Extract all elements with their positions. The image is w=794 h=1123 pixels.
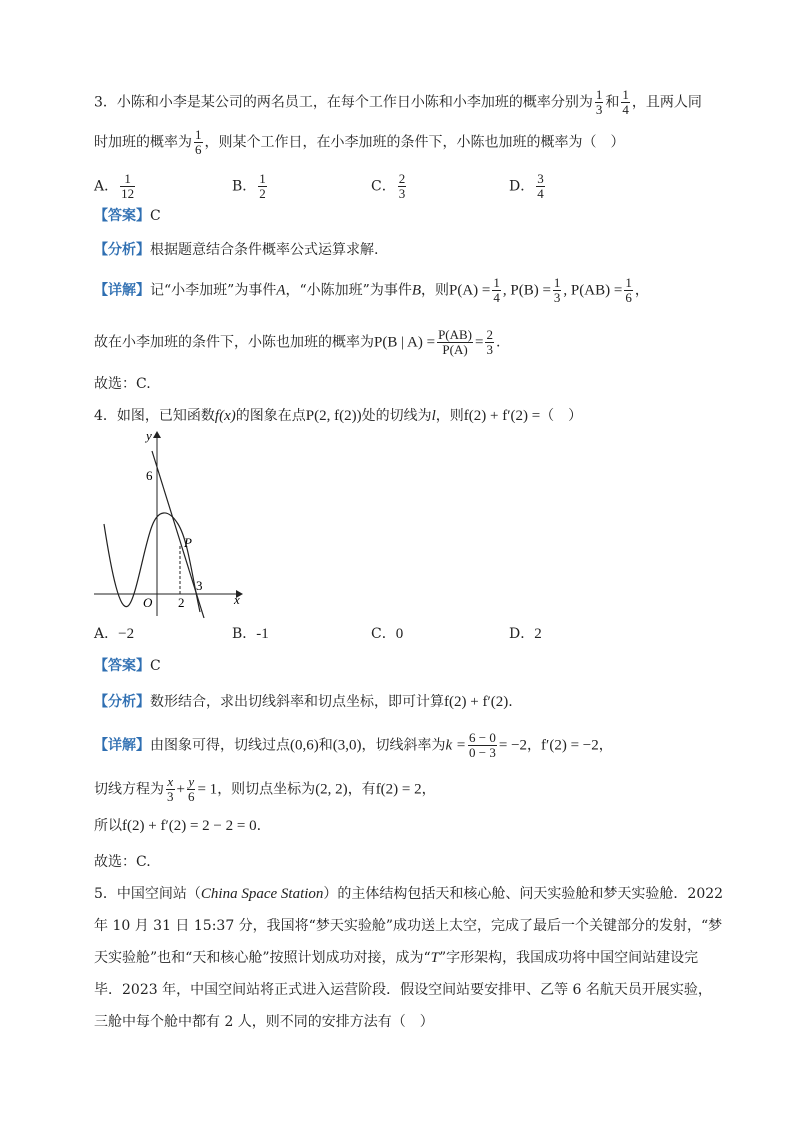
q3-detail-line1: 【详解】记“小李加班”为事件A，“小陈加班”为事件B，则P(A) = $\frac{1}{4}$ , P(B) = $\frac{1}{3}$ , P(AB) = $\frac{1}{6}$ ， bbox=[94, 275, 649, 305]
analysis-tag: 【分析】 bbox=[94, 694, 150, 710]
answer-tag: 【答案】 bbox=[94, 208, 150, 224]
q3-text: 时加班的概率为 bbox=[94, 134, 192, 151]
q4-detail-line2: 切线方程为 $\frac{x}{3}$ + $\frac{y}{6}$ = 1，则切点坐标为(2, 2)，有f(2) = 2， bbox=[94, 774, 436, 804]
point-p-label: P bbox=[184, 535, 192, 550]
q3-line2 bbox=[94, 128, 625, 157]
fraction: $\frac{1}{4}$ bbox=[622, 87, 629, 117]
q4-option-d: D．2 bbox=[509, 626, 542, 642]
q4-final: 故选：C. bbox=[94, 854, 151, 870]
q3-option-a: A． $\frac{1}{12}$ bbox=[94, 171, 135, 201]
answer-tag: 【答案】 bbox=[94, 658, 150, 674]
q3-line1 bbox=[94, 88, 702, 117]
q4-detail-line3: 所以f(2) + f′(2) = 2 − 2 = 0. bbox=[94, 818, 262, 834]
q4-detail-line1: 【详解】由图象可得，切线过点(0,6)和(3,0)，切线斜率为k = $\frac{6 - 0}{0 - 3}$ = −2，f′(2) = −2， bbox=[94, 730, 613, 760]
fraction: $\frac{1}{3}$ bbox=[595, 87, 603, 117]
q5-line4: 毕．2023 年，中国空间站将正式进入运营阶段．假设空间站要安排甲、乙等 6 名航天员开展实验， bbox=[94, 982, 712, 998]
q3-answer: 【答案】C bbox=[94, 208, 161, 224]
q5-line3: 天实验舱”也和“天和核心舱”按照计划成功对接，成为“T”字形架构，我国成功将中国空间站建设完 bbox=[94, 950, 699, 966]
q4-option-c: C．0 bbox=[371, 626, 404, 642]
q4-option-a: A．−2 bbox=[94, 626, 135, 642]
y-axis-label: y bbox=[146, 428, 152, 443]
q3-text: 3．小陈和小李是某公司的两名员工，在每个工作日小陈和小李加班的概率分别为 bbox=[94, 94, 593, 111]
q3-text: ，则某个工作日，在小李加班的条件下，小陈也加班的概率为（ ） bbox=[204, 134, 625, 151]
origin-label: O bbox=[143, 595, 153, 610]
detail-tag: 【详解】 bbox=[94, 737, 150, 754]
q3-option-c: C． $\frac{2}{3}$ bbox=[371, 171, 406, 201]
tick-label-2: 2 bbox=[178, 595, 185, 610]
q3-analysis: 【分析】根据题意结合条件概率公式运算求解. bbox=[94, 242, 379, 258]
detail-tag: 【详解】 bbox=[94, 282, 150, 299]
q4-line1: 4．如图，已知函数f(x)的图象在点P(2, f(2))处的切线为l，则f(2) + f′(2) =（ ） bbox=[94, 408, 583, 424]
q3-final: 故选：C. bbox=[94, 376, 151, 392]
q3-text: 和 bbox=[605, 94, 620, 111]
fraction: $\frac{1}{6}$ bbox=[195, 127, 202, 157]
x-axis-label: x bbox=[234, 592, 240, 607]
tick-label-6: 6 bbox=[146, 468, 153, 483]
analysis-tag: 【分析】 bbox=[94, 242, 150, 258]
q3-option-d: D． $\frac{3}{4}$ bbox=[509, 171, 544, 201]
q3-detail-line2: 故在小李加班的条件下，小陈也加班的概率为P(B | A) = $\frac{P(AB)}{P(A)}$ = $\frac{2}{3}$ . bbox=[94, 327, 501, 357]
q5-line5: 三舱中每个舱中都有 2 人，则不同的安排方法有（ ） bbox=[94, 1014, 434, 1030]
q4-answer: 【答案】C bbox=[94, 658, 161, 674]
q3-text: ，且两人同 bbox=[631, 94, 702, 111]
function-graph bbox=[92, 426, 252, 620]
q4-option-b: B．-1 bbox=[232, 626, 269, 642]
q4-analysis: 【分析】数形结合，求出切线斜率和切点坐标，即可计算f(2) + f′(2). bbox=[94, 694, 513, 710]
q3-option-b: B． $\frac{1}{2}$ bbox=[232, 171, 266, 201]
q5-line2: 年 10 月 31 日 15:37 分，我国将“梦天实验舱”成功送上太空，完成了最后一个关键部分的发射，“梦 bbox=[94, 918, 723, 934]
tick-label-3: 3 bbox=[196, 578, 203, 593]
q5-line1: 5．中国空间站（China Space Station）的主体结构包括天和核心舱、问天实验舱和梦天实验舱．2022 bbox=[94, 886, 724, 902]
